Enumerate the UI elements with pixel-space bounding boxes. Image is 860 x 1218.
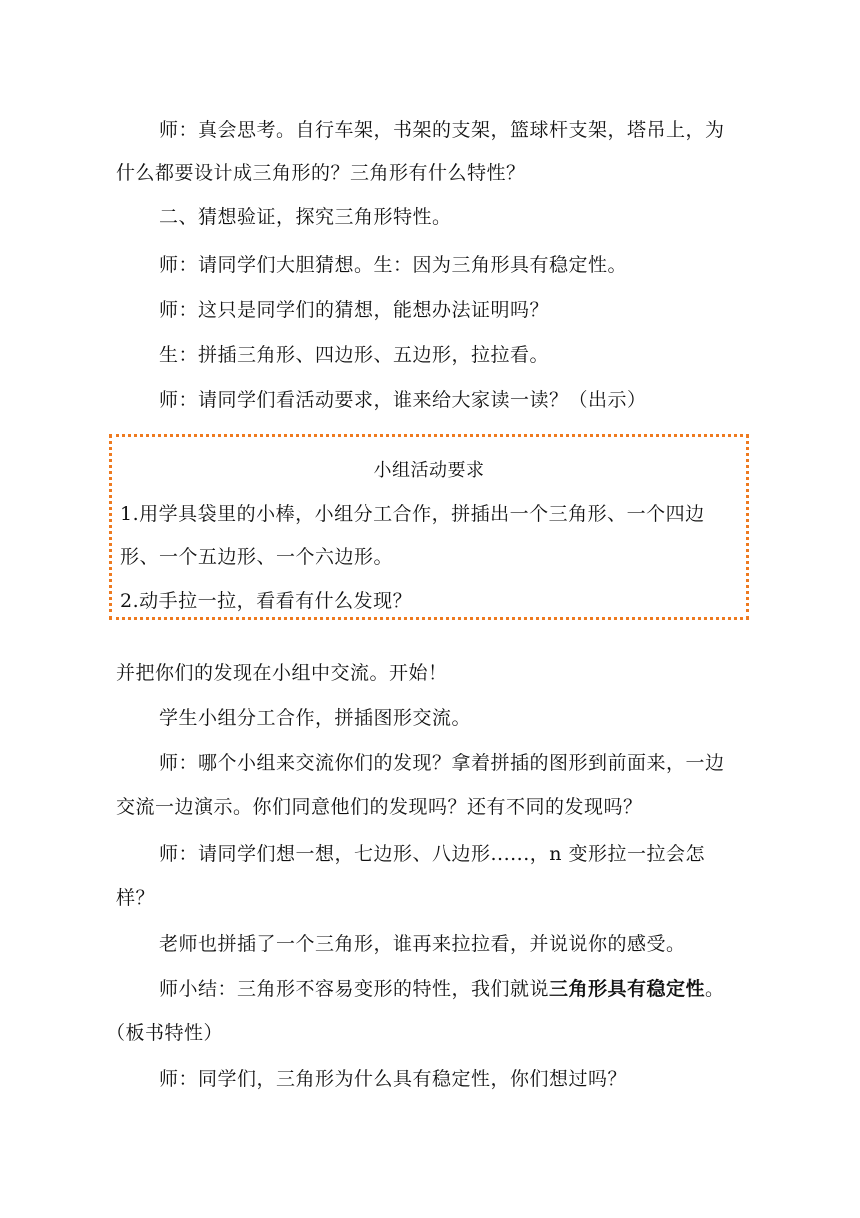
paragraph-6: 师：请同学们看活动要求，谁来给大家读一读？（出示） [159, 389, 647, 411]
paragraph-12-line-1 [159, 977, 799, 1001]
paragraph-7: 并把你们的发现在小组中交流。开始！ [116, 662, 448, 684]
activity-item-1-line-2: 形、一个五边形、一个六边形。 [120, 546, 394, 568]
paragraph-11: 老师也拼插了一个三角形，谁再来拉拉看，并说说你的感受。 [159, 933, 686, 955]
paragraph-4: 师：这只是同学们的猜想，能想办法证明吗？ [159, 299, 550, 321]
paragraph-3: 师：请同学们大胆猜想。生：因为三角形具有稳定性。 [159, 254, 628, 276]
summary-prefix: 师小结：三角形不容易变形的特性，我们就说 [159, 978, 550, 1000]
paragraph-9-line-1: 师：哪个小组来交流你们的发现？拿着拼插的图形到前面来，一边 [159, 752, 725, 774]
paragraph-8: 学生小组分工合作，拼插图形交流。 [159, 707, 472, 729]
activity-item-2: 2.动手拉一拉，看看有什么发现？ [120, 590, 413, 612]
section-heading: 二、猜想验证，探究三角形特性。 [159, 206, 452, 228]
summary-bold-conclusion: 三角形具有稳定性 [549, 978, 706, 1000]
paragraph-1-line-1: 师：真会思考。自行车架，书架的支架，篮球杆支架，塔吊上，为 [159, 119, 725, 141]
paragraph-10-line-2: 样？ [116, 887, 156, 909]
paragraph-5: 生：拼插三角形、四边形、五边形，拉拉看。 [159, 344, 550, 366]
activity-item-1-line-1: 1.用学具袋里的小棒，小组分工合作，拼插出一个三角形、一个四边 [120, 503, 705, 525]
activity-box-title: 小组活动要求 [373, 460, 485, 481]
summary-suffix: 。 [705, 978, 725, 1000]
paragraph-9-line-2: 交流一边演示。你们同意他们的发现吗？还有不同的发现吗？ [116, 796, 643, 818]
paragraph-13: 师：同学们，三角形为什么具有稳定性，你们想过吗？ [159, 1068, 628, 1090]
paragraph-12-line-2: （板书特性） [106, 1022, 224, 1044]
activity-requirements-box [109, 434, 749, 620]
paragraph-1-line-2: 什么都要设计成三角形的？三角形有什么特性？ [116, 162, 526, 184]
paragraph-10-line-1: 师：请同学们想一想，七边形、八边形......，n 变形拉一拉会怎 [159, 843, 706, 865]
